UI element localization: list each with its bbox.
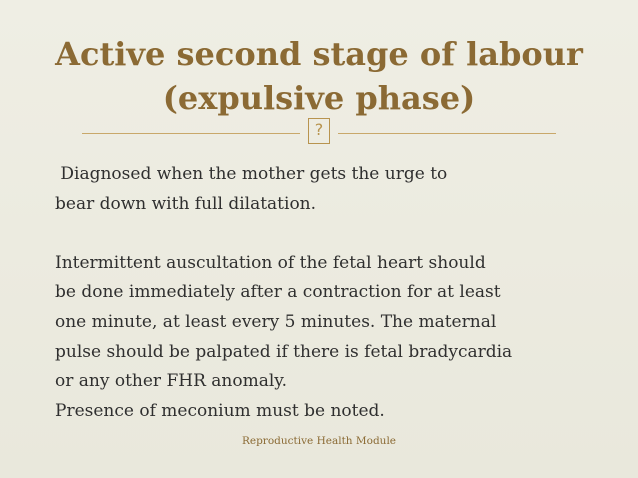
body-line: one minute, at least every 5 minutes. The maternal xyxy=(55,311,497,332)
body-line: Diagnosed when the mother gets the urge to xyxy=(55,164,448,184)
body-line: bear down with full dilatation. xyxy=(55,193,317,214)
missing-glyph-icon: ? xyxy=(308,118,330,144)
body-line: pulse should be palpated if there is fetal bradycardia xyxy=(55,341,513,362)
body-line: Presence of meconium must be noted. xyxy=(55,400,385,421)
paragraph-gap xyxy=(55,219,630,249)
body-line: be done immediately after a contraction for at least xyxy=(55,282,501,303)
body-line: or any other FHR anomaly. xyxy=(55,371,288,392)
title-divider-left xyxy=(82,133,300,134)
slide-footer: Reproductive Health Module xyxy=(241,435,397,447)
slide-title xyxy=(40,32,598,120)
title-divider-right xyxy=(338,133,556,134)
body-line: Intermittent auscultation of the fetal heart should xyxy=(55,252,486,273)
slide-title-line-1: Active second stage of labour xyxy=(55,35,583,73)
slide-body xyxy=(55,160,630,426)
slide-title-line-2: (expulsive phase) xyxy=(162,79,476,117)
